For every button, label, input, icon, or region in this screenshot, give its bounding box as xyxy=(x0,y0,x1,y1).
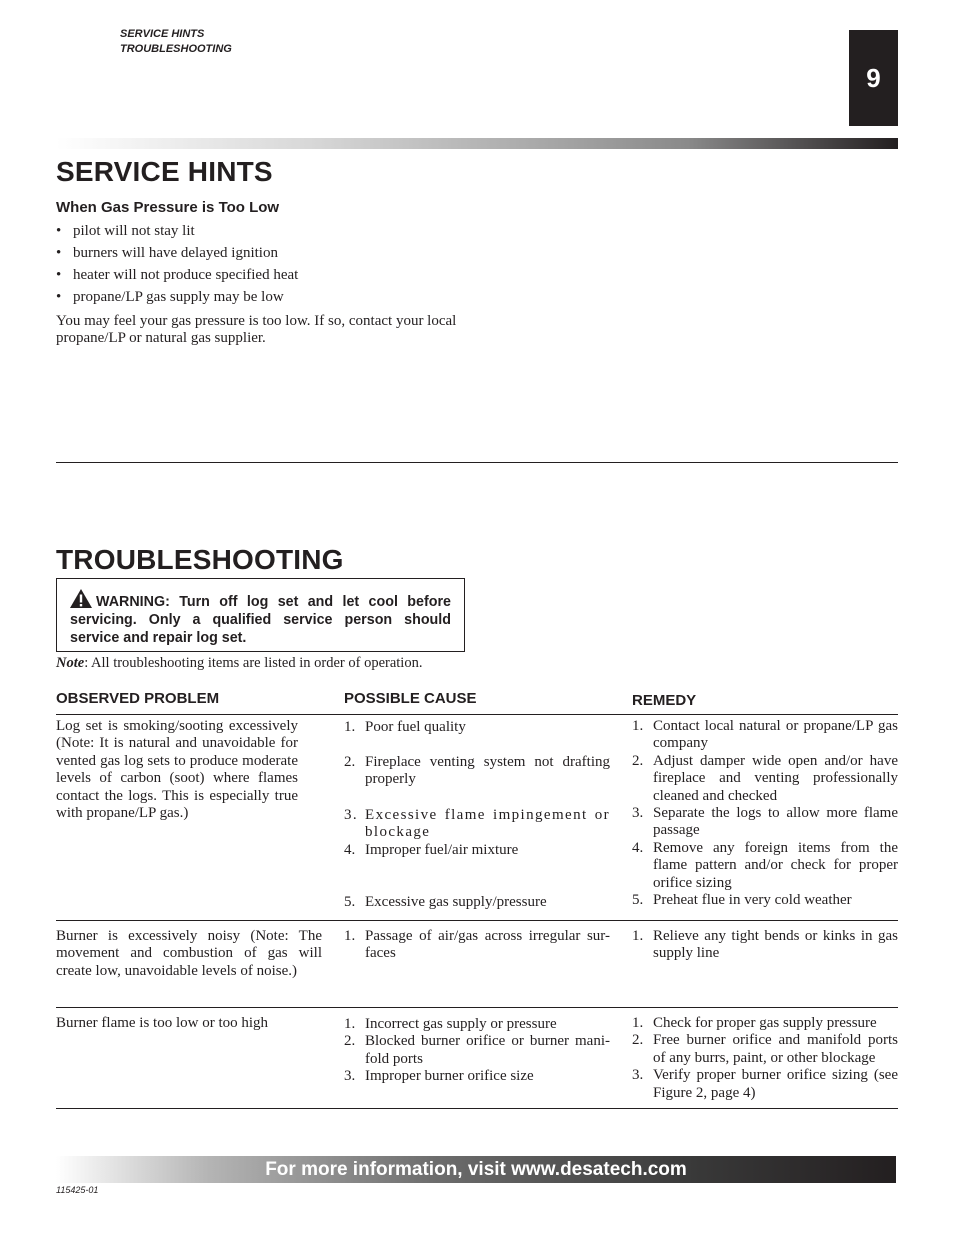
bullet-item: • pilot will not stay lit xyxy=(56,222,298,244)
item-number: 3. xyxy=(344,807,359,823)
service-hints-subtitle: When Gas Pressure is Too Low xyxy=(56,199,280,216)
remedy-item xyxy=(632,753,898,805)
cause-item xyxy=(344,719,610,754)
cause-text: Improper burner orifice size xyxy=(365,1068,534,1085)
cause-text: Incorrect gas supply or pressure xyxy=(365,1016,557,1032)
remedy-item xyxy=(632,840,898,892)
item-number: 2. xyxy=(632,752,644,769)
cause-text: Excessive flame impingement or blockage xyxy=(365,807,610,841)
remedy-item xyxy=(632,718,898,753)
column-header-remedy: REMEDY xyxy=(632,692,697,709)
cause-item xyxy=(344,1033,610,1068)
remedy-text: Contact local natural or propane/LP gas company xyxy=(653,718,898,752)
remedy-text: Check for proper gas supply pressure xyxy=(653,1015,877,1031)
running-header-line-2: TROUBLESHOOTING xyxy=(120,43,232,55)
column-header-problem: OBSERVED PROBLEM xyxy=(56,690,220,707)
remedy-item xyxy=(632,1067,898,1102)
remedy-item xyxy=(632,928,898,963)
item-number: 1. xyxy=(632,1015,644,1031)
bullet-item: • heater will not produce specified heat xyxy=(56,266,298,288)
table-header-rule xyxy=(56,714,898,715)
table-row-1-problem: Log set is smoking/sooting excessively (Note: It is natural and unavoidable for vented gas log sets to produce moderate levels of carbon (soot) where flames contact the logs. This is especially true with propane/LP gas.) xyxy=(56,718,298,822)
item-number: 1. xyxy=(632,928,644,944)
service-hints-bullets xyxy=(56,222,298,310)
table-row-3-remedies xyxy=(632,1015,898,1102)
cause-text: Fireplace venting system not drafting properly xyxy=(365,754,610,788)
table-row-1-causes xyxy=(344,719,610,911)
table-row-2-causes xyxy=(344,928,610,963)
cause-text: Excessive gas supply/pressure xyxy=(365,894,547,910)
running-header-line-1: SERVICE HINTS xyxy=(120,28,205,40)
section-divider xyxy=(56,462,898,463)
remedy-text: Verify proper burner orifice sizing (see Figure 2, page 4) xyxy=(653,1067,898,1101)
remedy-text: Adjust damper wide open and/or have fireplace and venting professionally cleaned and checked xyxy=(653,752,898,804)
cause-item xyxy=(344,807,610,842)
item-number: 1. xyxy=(344,1016,356,1032)
remedy-item xyxy=(632,892,898,909)
service-hints-title: SERVICE HINTS xyxy=(56,156,273,187)
remedy-text: Separate the logs to allow more flame passage xyxy=(653,805,898,839)
cause-item xyxy=(344,754,610,807)
cause-text: Poor fuel quality xyxy=(365,719,466,735)
header-gradient-bar xyxy=(56,138,898,149)
warning-box xyxy=(56,578,465,652)
item-number: 4. xyxy=(632,839,644,856)
remedy-item xyxy=(632,1032,898,1067)
page-number: 9 xyxy=(849,30,898,126)
cause-item xyxy=(344,894,610,911)
table-row-1-remedies xyxy=(632,718,898,909)
item-number: 5. xyxy=(632,892,644,909)
table-row-2-problem: Burner is excessively noisy (Note: The movement and combustion of gas will create low, unavoidable levels of noise.) xyxy=(56,928,322,979)
item-number: 1. xyxy=(632,718,644,734)
table-row-3-causes xyxy=(344,1016,610,1086)
note-label: Note xyxy=(56,655,85,671)
item-number: 1. xyxy=(344,928,356,944)
service-hints-paragraph: You may feel your gas pressure is too low. If so, contact your local propane/LP or natural gas supplier. xyxy=(56,313,457,346)
cause-item xyxy=(344,1016,610,1033)
item-number: 3. xyxy=(632,805,644,822)
cause-item xyxy=(344,842,610,894)
note xyxy=(56,655,422,672)
remedy-item xyxy=(632,1015,898,1032)
bullet-item: • propane/LP gas supply may be low xyxy=(56,288,298,310)
running-header xyxy=(120,27,232,57)
table-row-rule xyxy=(56,920,898,921)
remedy-text: Remove any foreign items from the flame pattern and/or check for proper orifice sizing xyxy=(653,839,898,891)
cause-text: Passage of air/gas across irregular sur-faces xyxy=(365,928,610,962)
table-bottom-rule xyxy=(56,1108,898,1109)
table-row-2-remedies xyxy=(632,928,898,963)
item-number: 1. xyxy=(344,719,356,735)
bullet-item: • burners will have delayed ignition xyxy=(56,244,298,266)
note-text: : All troubleshooting items are listed in order of operation. xyxy=(84,655,423,671)
warning-text: WARNING: Turn off log set and let cool before servicing. Only a qualified service person should service and repair log set. xyxy=(70,594,451,646)
table-row-3-problem: Burner flame is too low or too high xyxy=(56,1015,269,1031)
cause-item xyxy=(344,928,610,963)
document-number: 115425-01 xyxy=(56,1185,99,1195)
cause-item xyxy=(344,1068,610,1085)
remedy-item xyxy=(632,805,898,840)
remedy-text: Preheat flue in very cold weather xyxy=(653,892,852,909)
remedy-text: Free burner orifice and manifold ports of any burrs, paint, or other blockage xyxy=(653,1032,898,1066)
item-number: 2. xyxy=(632,1032,644,1049)
item-number: 3. xyxy=(632,1067,644,1084)
cause-text: Improper fuel/air mixture xyxy=(365,842,519,858)
item-number: 2. xyxy=(344,1033,356,1050)
cause-text: Blocked burner orifice or burner mani-fold ports xyxy=(365,1033,610,1067)
warning-triangle-icon xyxy=(70,589,92,608)
item-number: 5. xyxy=(344,894,356,910)
item-number: 3. xyxy=(344,1068,356,1085)
footer-banner: For more information, visit www.desatech.com xyxy=(56,1156,896,1183)
item-number: 4. xyxy=(344,842,356,858)
remedy-text: Relieve any tight bends or kinks in gas supply line xyxy=(653,928,898,962)
table-row-rule xyxy=(56,1007,898,1008)
column-header-cause: POSSIBLE CAUSE xyxy=(344,690,477,707)
item-number: 2. xyxy=(344,754,356,770)
troubleshooting-title: TROUBLESHOOTING xyxy=(56,544,344,575)
